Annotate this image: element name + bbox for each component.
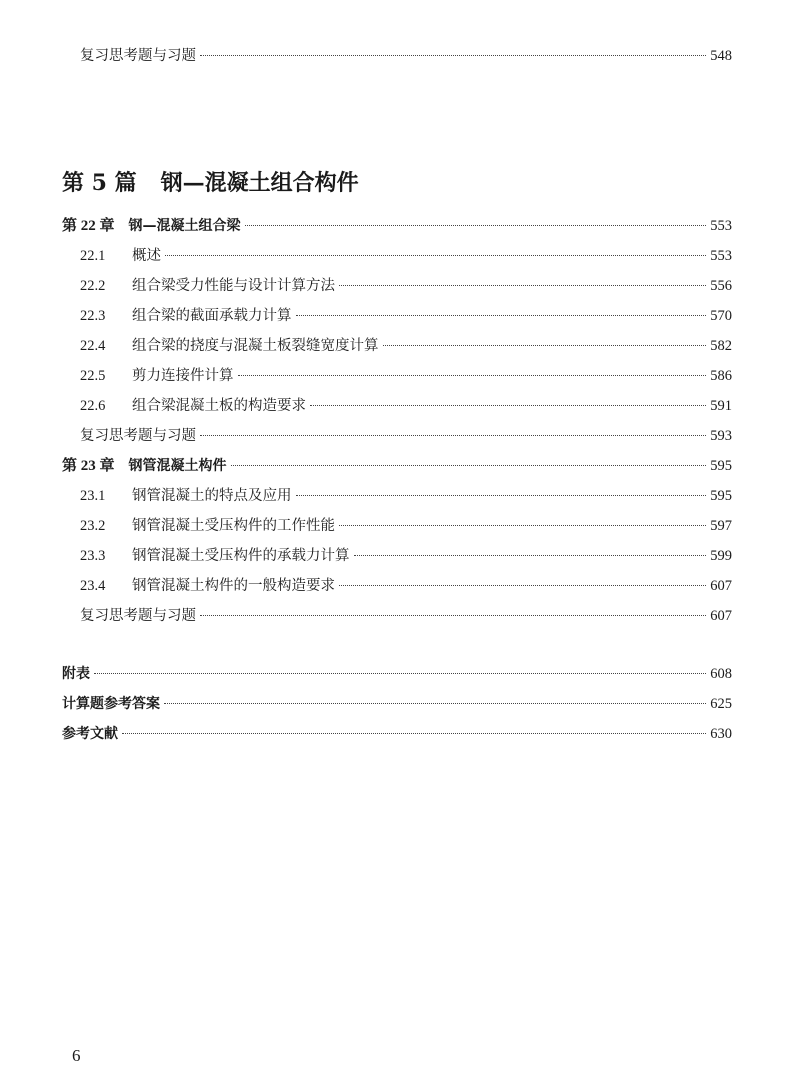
chapter-title: 钢—混凝土组合梁 bbox=[128, 218, 241, 234]
dot-leader bbox=[354, 555, 707, 556]
entry-page: 593 bbox=[710, 428, 732, 444]
dot-leader bbox=[164, 703, 706, 704]
dot-leader bbox=[296, 315, 707, 316]
section-title: 概述 bbox=[132, 248, 161, 264]
chapter-title: 钢管混凝土构件 bbox=[128, 458, 227, 474]
dot-leader bbox=[339, 585, 706, 586]
section-page: 597 bbox=[710, 518, 732, 534]
part-number: 第 5 篇 bbox=[62, 170, 137, 196]
dot-leader bbox=[94, 673, 706, 674]
part-heading bbox=[62, 166, 359, 197]
section-number: 23.3 bbox=[80, 548, 106, 564]
section-page: 599 bbox=[710, 548, 732, 564]
toc-section[interactable] bbox=[80, 364, 732, 388]
chapter-page: 595 bbox=[710, 458, 732, 474]
toc-section[interactable] bbox=[80, 334, 732, 358]
section-number: 22.3 bbox=[80, 308, 106, 324]
section-number: 23.4 bbox=[80, 578, 106, 594]
toc-section[interactable] bbox=[80, 304, 732, 328]
chapter-number: 第 23 章 bbox=[62, 458, 115, 474]
section-title: 组合梁的截面承载力计算 bbox=[132, 308, 292, 324]
toc-appendix-tables[interactable] bbox=[62, 662, 732, 686]
entry-label: 计算题参考答案 bbox=[62, 696, 160, 712]
section-title: 组合梁混凝土板的构造要求 bbox=[132, 398, 306, 414]
section-number: 22.2 bbox=[80, 278, 106, 294]
toc-section[interactable] bbox=[80, 274, 732, 298]
dot-leader bbox=[310, 405, 706, 406]
section-title: 组合梁受力性能与设计计算方法 bbox=[132, 278, 335, 294]
entry-page: 625 bbox=[710, 696, 732, 712]
toc-chapter-23[interactable] bbox=[62, 454, 732, 478]
toc-section[interactable] bbox=[80, 394, 732, 418]
toc-entry-review[interactable] bbox=[80, 424, 732, 448]
dot-leader bbox=[231, 465, 707, 466]
section-page: 570 bbox=[710, 308, 732, 324]
section-title: 组合梁的挠度与混凝土板裂缝宽度计算 bbox=[132, 338, 379, 354]
section-page: 553 bbox=[710, 248, 732, 264]
toc-section[interactable] bbox=[80, 514, 732, 538]
dot-leader bbox=[339, 525, 706, 526]
dot-leader bbox=[296, 495, 707, 496]
toc-section[interactable] bbox=[80, 544, 732, 568]
section-title: 钢管混凝土受压构件的工作性能 bbox=[132, 518, 335, 534]
toc-chapter-22[interactable] bbox=[62, 214, 732, 238]
entry-label: 附表 bbox=[62, 666, 90, 682]
chapter-number: 第 22 章 bbox=[62, 218, 115, 234]
section-number: 23.2 bbox=[80, 518, 106, 534]
entry-label: 复习思考题与习题 bbox=[80, 48, 196, 64]
dot-leader bbox=[238, 375, 707, 376]
section-title: 剪力连接件计算 bbox=[132, 368, 234, 384]
entry-label: 复习思考题与习题 bbox=[80, 608, 196, 624]
toc-appendix-references[interactable] bbox=[62, 722, 732, 746]
entry-label: 参考文献 bbox=[62, 726, 118, 742]
dot-leader bbox=[165, 255, 706, 256]
section-number: 22.1 bbox=[80, 248, 106, 264]
chapter-page: 553 bbox=[710, 218, 732, 234]
section-title: 钢管混凝土的特点及应用 bbox=[132, 488, 292, 504]
toc-section[interactable] bbox=[80, 484, 732, 508]
dot-leader bbox=[122, 733, 706, 734]
entry-page: 607 bbox=[710, 608, 732, 624]
section-number: 22.5 bbox=[80, 368, 106, 384]
section-page: 591 bbox=[710, 398, 732, 414]
section-page: 556 bbox=[710, 278, 732, 294]
toc-section[interactable] bbox=[80, 244, 732, 268]
section-title: 钢管混凝土构件的一般构造要求 bbox=[132, 578, 335, 594]
section-page: 582 bbox=[710, 338, 732, 354]
part-title-text: 钢—混凝土组合构件 bbox=[160, 170, 359, 196]
dot-leader bbox=[383, 345, 707, 346]
section-number: 22.6 bbox=[80, 398, 106, 414]
entry-label: 复习思考题与习题 bbox=[80, 428, 196, 444]
dot-leader bbox=[200, 615, 706, 616]
section-title: 钢管混凝土受压构件的承载力计算 bbox=[132, 548, 350, 564]
entry-page: 630 bbox=[710, 726, 732, 742]
section-number: 22.4 bbox=[80, 338, 106, 354]
dot-leader bbox=[245, 225, 707, 226]
section-page: 607 bbox=[710, 578, 732, 594]
toc-entry-review[interactable] bbox=[80, 604, 732, 628]
dot-leader bbox=[339, 285, 706, 286]
page-number: 6 bbox=[72, 1046, 81, 1065]
dot-leader bbox=[200, 435, 706, 436]
dot-leader bbox=[200, 55, 706, 56]
toc-appendix-answers[interactable] bbox=[62, 692, 732, 716]
section-number: 23.1 bbox=[80, 488, 106, 504]
toc-section[interactable] bbox=[80, 574, 732, 598]
toc-entry-review-prev[interactable] bbox=[80, 44, 732, 68]
entry-page: 548 bbox=[710, 48, 732, 64]
section-page: 586 bbox=[710, 368, 732, 384]
section-page: 595 bbox=[710, 488, 732, 504]
entry-page: 608 bbox=[710, 666, 732, 682]
